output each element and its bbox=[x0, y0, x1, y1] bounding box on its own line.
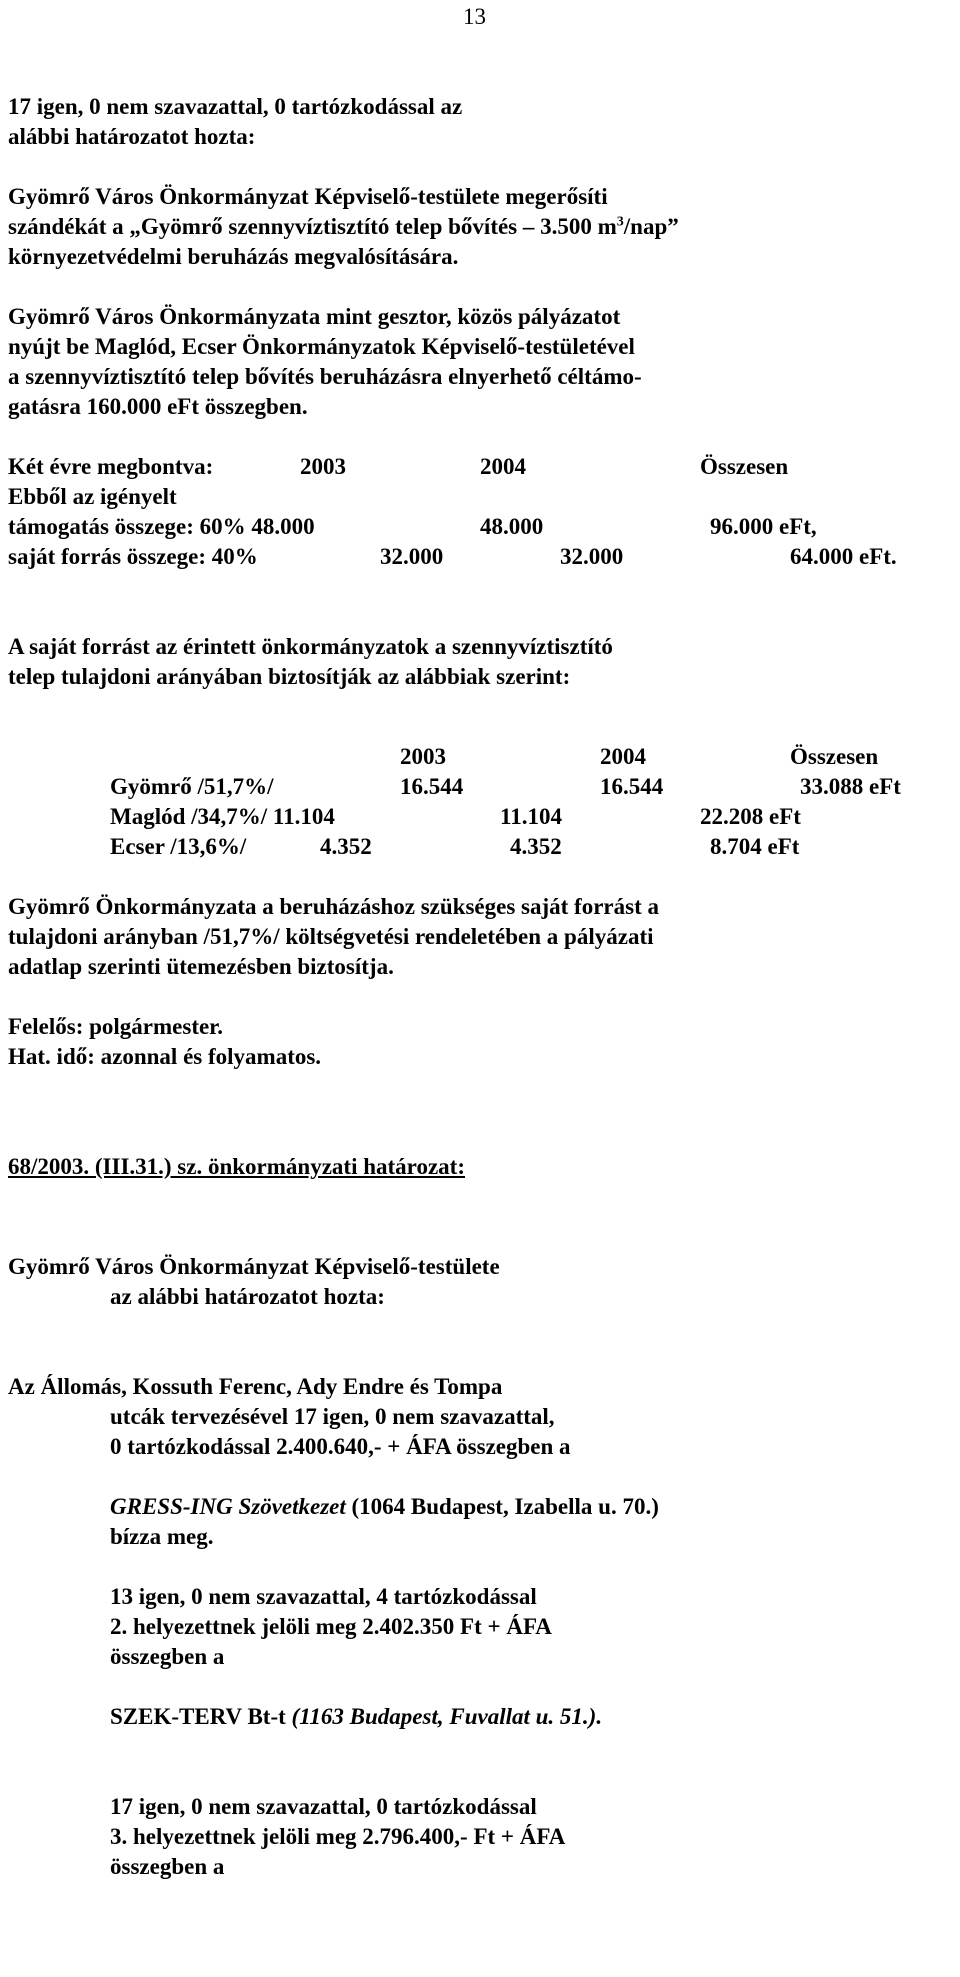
responsible-block: Felelős: polgármester. Hat. idő: azonnal és folyamatos. bbox=[8, 1014, 322, 1069]
vote-intro: 17 igen, 0 nem szavazattal, 0 tartózkodással az alábbi határozatot hozta: bbox=[8, 94, 463, 149]
budget-paragraph: Gyömrő Önkormányzata a beruházáshoz szükséges saját forrást a tulajdoni arányban /51,7%/ költségvetési rendeletében a pályázati adatlap szerinti ütemezésben biztosítja. bbox=[8, 894, 659, 979]
resolution-title: 68/2003. (III.31.) sz. önkormányzati határozat: bbox=[8, 1154, 465, 1179]
third-place-paragraph: 17 igen, 0 nem szavazattal, 0 tartózkodással 3. helyezettnek jelöli meg 2.796.400,- Ft + ÁFA összegben a bbox=[110, 1794, 566, 1879]
own-source-paragraph: A saját forrást az érintett önkormányzatok a szennyvíztisztító telep tulajdoni arányában biztosítják az alábbiak szerint: bbox=[8, 634, 613, 689]
consortium-paragraph: Gyömrő Város Önkormányzata mint gesztor, közös pályázatot nyújt be Maglód, Ecser Önkormányzatok Képviselő-testületével a szennyvíztisztító telep bővítés beruházásra elnyerhető céltámo- gatásra 160.000 eFt összegben. bbox=[8, 304, 642, 419]
share-table: 2003 2004 Összesen Gyömrő /51,7%/ 16.544 16.544 33.088 eFt Maglód /34,7%/ 11.104 11.104 22.208 eFt Ecser /13,6%/ 4.352 4.352 8.704 eFt bbox=[110, 744, 901, 859]
szek-paragraph: SZEK-TERV Bt-t (1163 Budapest, Fuvallat u. 51.). bbox=[110, 1704, 603, 1729]
page-number: 13 bbox=[463, 4, 486, 29]
body-intro: Gyömrő Város Önkormányzat Képviselő-testülete az alábbi határozatot hozta: bbox=[8, 1254, 500, 1309]
split-table: Két évre megbontva: 2003 2004 Összesen Ebből az igényelt támogatás összege: 60% 48.000 48.000 96.000 eFt, saját forrás összege: 40% 32.000 32.000 64.000 eFt. bbox=[8, 454, 897, 569]
second-place-paragraph: 13 igen, 0 nem szavazattal, 4 tartózkodással 2. helyezettnek jelöli meg 2.402.350 Ft + ÁFA összegben a bbox=[110, 1584, 552, 1669]
streets-paragraph: Az Állomás, Kossuth Ferenc, Ady Endre és Tompa utcák tervezésével 17 igen, 0 nem szavazattal, 0 tartózkodással 2.400.640,- + ÁFA összegben a bbox=[8, 1374, 571, 1459]
confirm-paragraph: Gyömrő Város Önkormányzat Képviselő-testülete megerősíti szándékát a „Gyömrő szennyvíztisztító telep bővítés – 3.500 $m^3$/nap” környezetvédelmi beruházás megvalósítására. bbox=[8, 184, 679, 269]
gress-paragraph: GRESS-ING Szövetkezet (1064 Budapest, Izabella u. 70.) bízza meg. bbox=[110, 1494, 659, 1549]
